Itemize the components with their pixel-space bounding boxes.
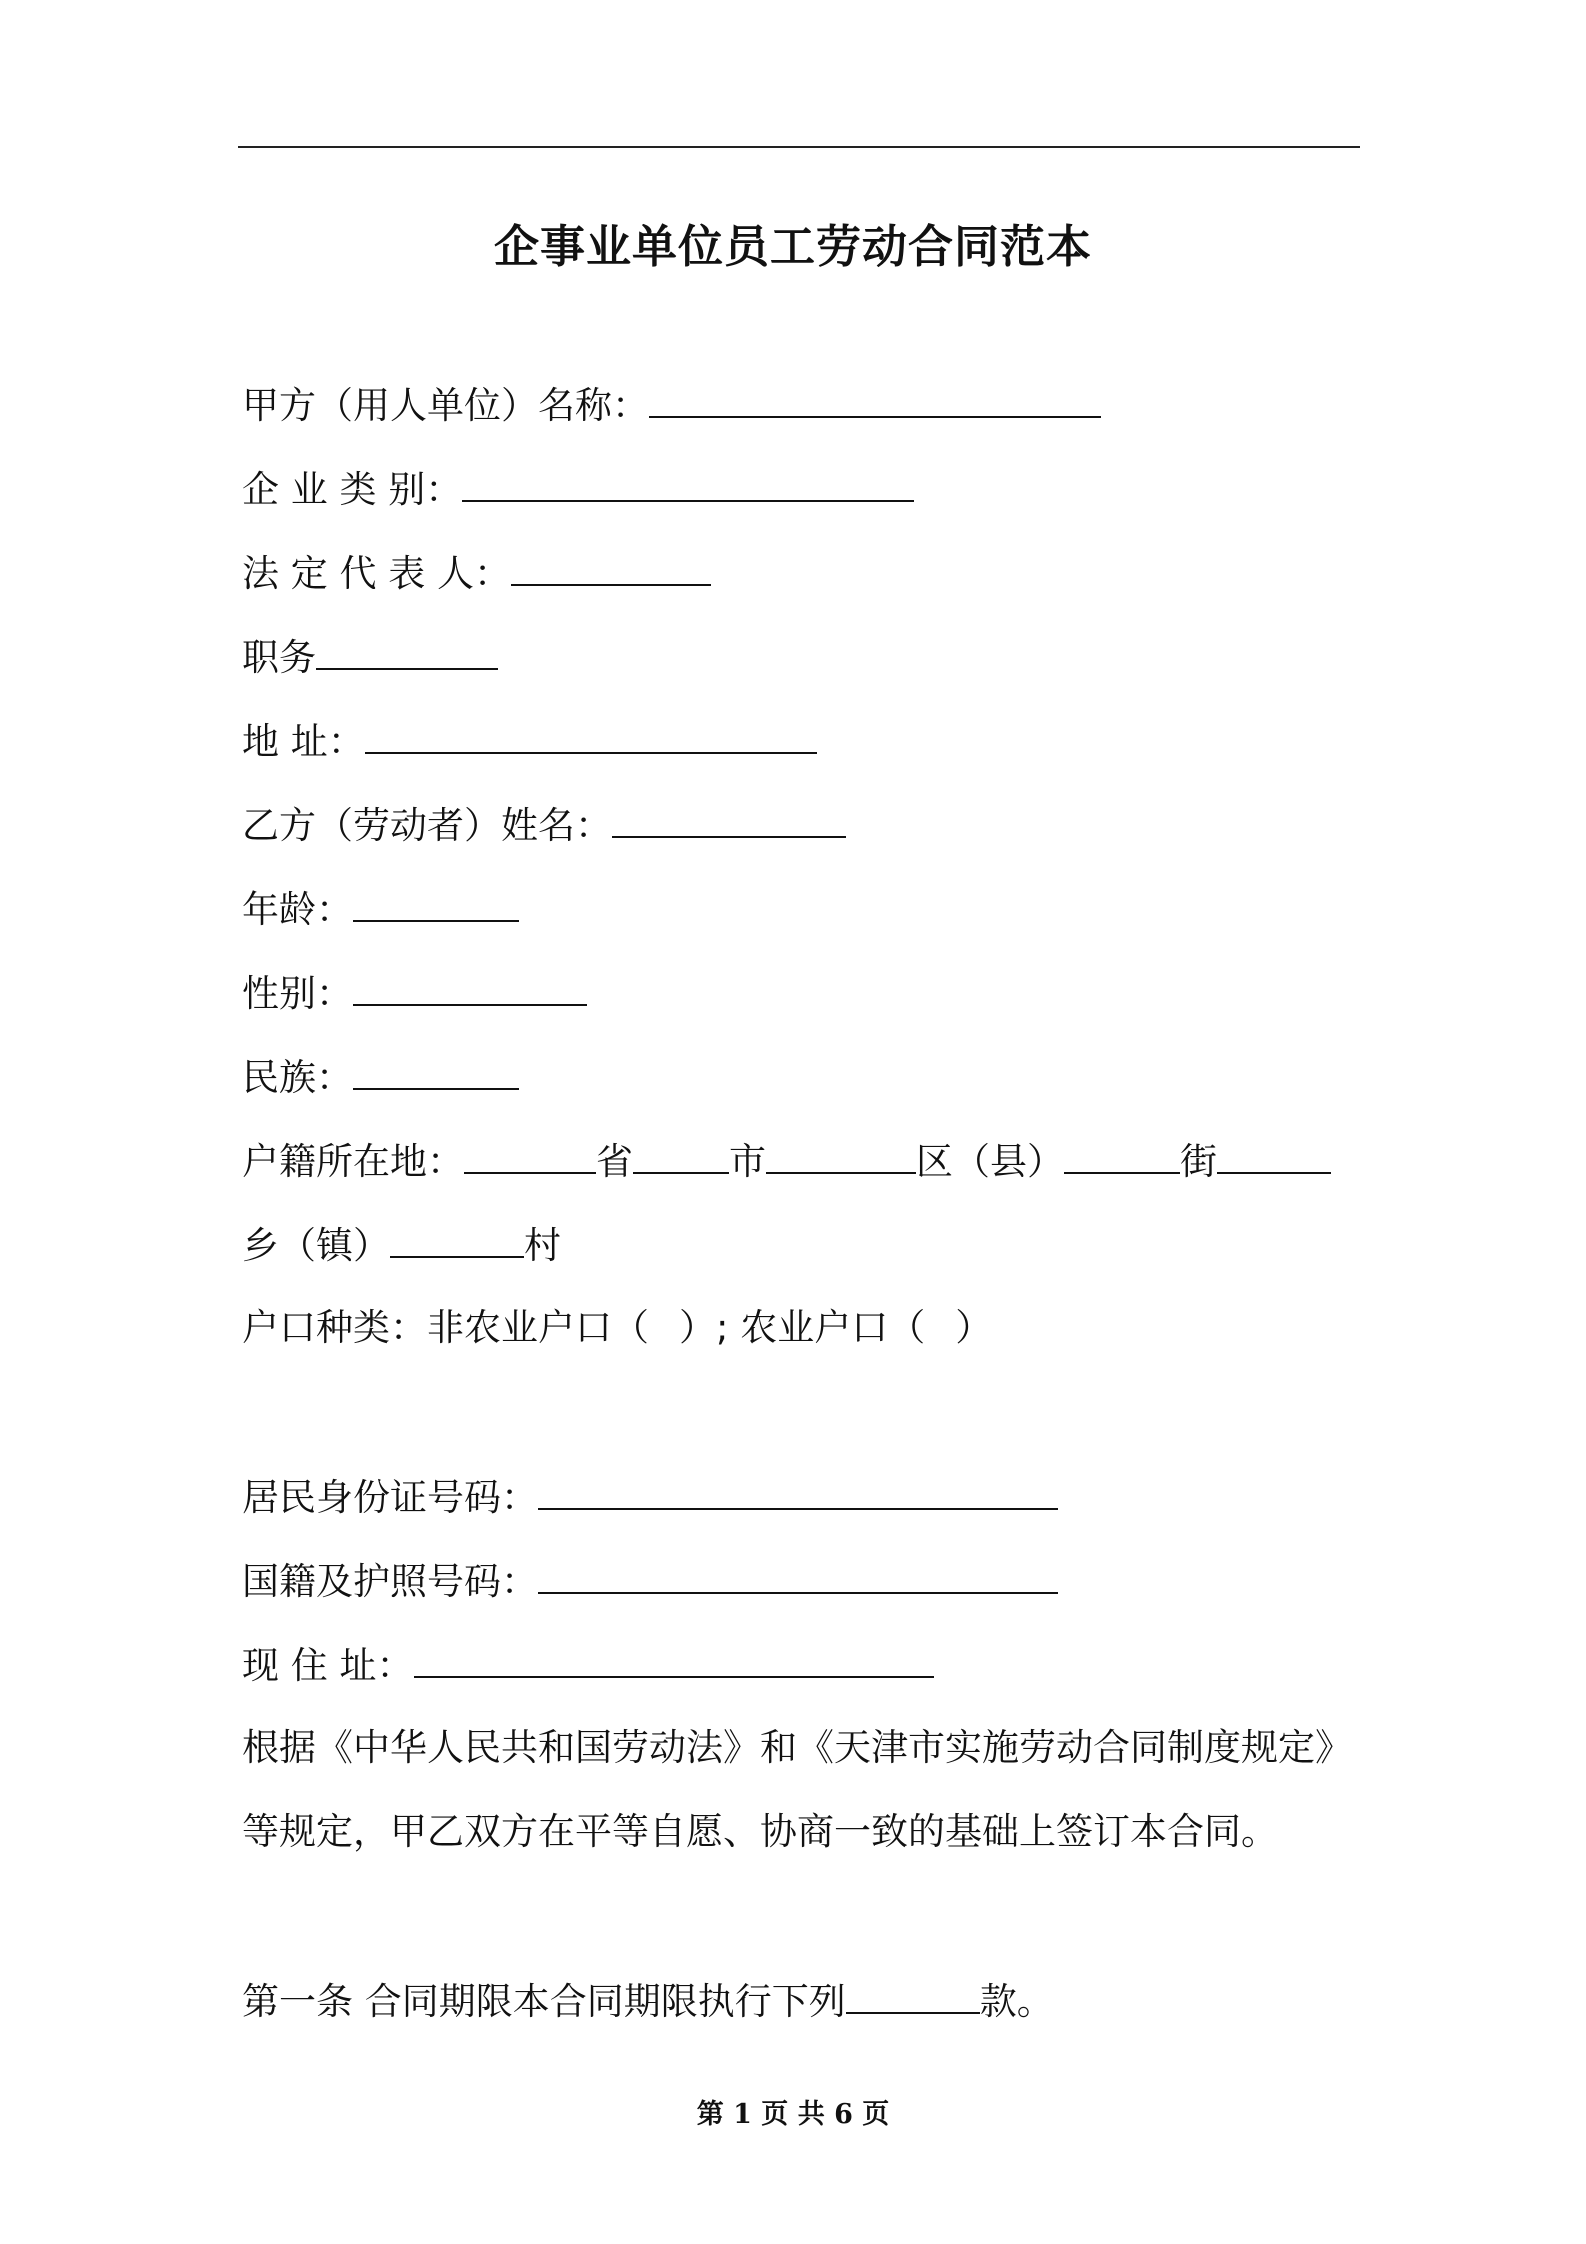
township-blank[interactable] <box>390 1220 524 1258</box>
district-blank[interactable] <box>766 1136 916 1174</box>
field-label: 法 定 代 表 人： <box>242 552 512 595</box>
household-type-prefix: 户口种类：非农业户口（ <box>242 1306 649 1349</box>
field-position <box>242 632 498 680</box>
enterprise-type-blank[interactable] <box>462 464 914 502</box>
field-age <box>242 884 519 932</box>
field-label: 地 址： <box>242 720 365 763</box>
position-blank[interactable] <box>316 632 498 670</box>
field-enterprise-type <box>242 464 914 512</box>
article-1-blank[interactable] <box>846 1976 980 2014</box>
field-gender <box>242 968 587 1016</box>
party-b-name-blank[interactable] <box>612 800 846 838</box>
village-label: 村 <box>524 1224 561 1267</box>
ethnicity-blank[interactable] <box>353 1052 519 1090</box>
party-a-name-blank[interactable] <box>649 380 1101 418</box>
field-label: 性别： <box>242 972 353 1015</box>
field-legal-rep <box>242 548 711 596</box>
street-trailing-blank[interactable] <box>1217 1136 1331 1174</box>
page-number: 第 1 页 共 6 页 <box>696 2099 890 2130</box>
province-blank[interactable] <box>464 1136 596 1174</box>
legal-rep-blank[interactable] <box>511 548 711 586</box>
township-label: 乡（镇） <box>242 1224 390 1267</box>
field-ethnicity <box>242 1052 519 1100</box>
field-township <box>242 1220 561 1268</box>
age-blank[interactable] <box>353 884 519 922</box>
field-label: 甲方（用人单位）名称： <box>242 384 649 427</box>
field-label: 年龄： <box>242 888 353 931</box>
field-label: 乙方（劳动者）姓名： <box>242 804 612 847</box>
article-1-suffix: 款。 <box>979 1980 1054 2023</box>
field-label: 户籍所在地： <box>242 1140 464 1183</box>
field-address <box>242 716 817 764</box>
district-label: 区（县） <box>916 1140 1064 1183</box>
field-label: 企 业 类 别： <box>242 468 463 511</box>
city-label: 市 <box>729 1140 766 1183</box>
preamble-line-2: 等规定，甲乙双方在平等自愿、协商一致的基础上签订本合同。 <box>242 1810 1278 1853</box>
preamble-line-1: 根据《中华人民共和国劳动法》和《天津市实施劳动合同制度规定》 <box>242 1726 1352 1769</box>
field-label: 国籍及护照号码： <box>242 1560 538 1603</box>
field-label: 居民身份证号码： <box>242 1476 538 1519</box>
province-label: 省 <box>596 1140 633 1183</box>
current-address-blank[interactable] <box>414 1640 934 1678</box>
field-current-address <box>242 1640 934 1688</box>
field-nationality-passport <box>242 1556 1058 1604</box>
field-party-a-name <box>242 380 1101 428</box>
street-blank[interactable] <box>1064 1136 1180 1174</box>
street-label: 街 <box>1180 1140 1217 1183</box>
document-title: 企事业单位员工劳动合同范本 <box>493 220 1092 273</box>
household-type-mid: ）; 农业户口（ <box>679 1306 926 1349</box>
field-household-type <box>242 1304 992 1352</box>
article-1-text: 第一条 合同期限本合同期限执行下列 <box>242 1980 846 2023</box>
passport-blank[interactable] <box>538 1556 1058 1594</box>
article-1 <box>242 1976 1054 2024</box>
field-party-b-name <box>242 800 846 848</box>
address-blank[interactable] <box>365 716 817 754</box>
gender-blank[interactable] <box>353 968 587 1006</box>
household-type-suffix: ） <box>955 1306 993 1349</box>
field-label: 民族： <box>242 1056 353 1099</box>
field-label: 职务 <box>242 636 316 679</box>
header-rule <box>238 146 1360 148</box>
field-id-number <box>242 1472 1058 1520</box>
field-household-location <box>242 1136 1331 1184</box>
field-label: 现 住 址： <box>242 1644 414 1687</box>
id-number-blank[interactable] <box>538 1472 1058 1510</box>
city-blank[interactable] <box>633 1136 729 1174</box>
